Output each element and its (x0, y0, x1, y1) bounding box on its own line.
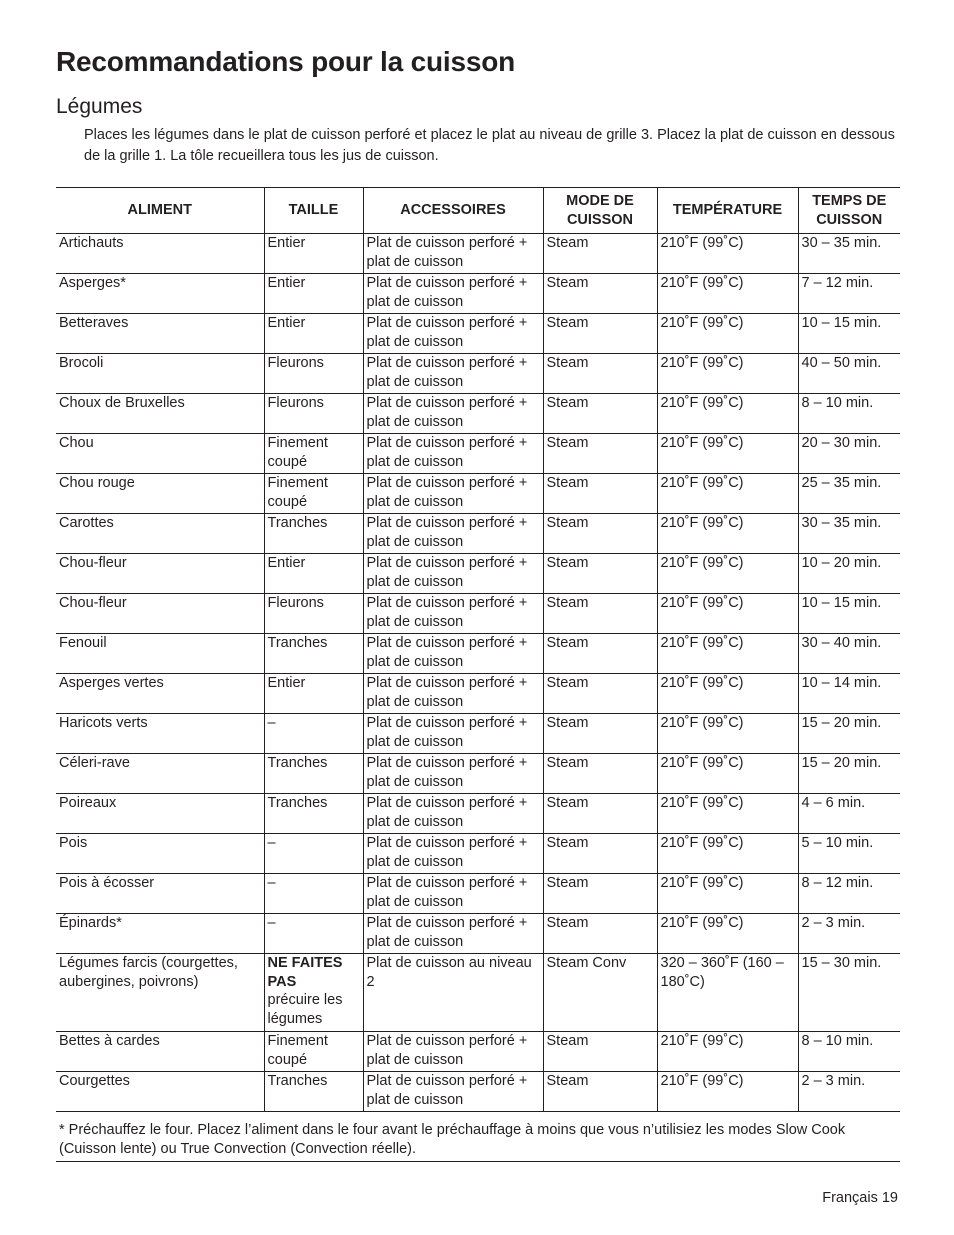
table-row (56, 874, 900, 914)
cell-accessoires: Plat de cuisson perforé + plat de cuisson (363, 674, 543, 714)
cell-temperature: 210˚F (99˚C) (657, 754, 798, 794)
cell-temperature: 210˚F (99˚C) (657, 554, 798, 594)
table-row (56, 234, 900, 274)
cell-temperature: 210˚F (99˚C) (657, 714, 798, 754)
cell-aliment: Céleri-rave (56, 754, 264, 794)
cell-temperature: 210˚F (99˚C) (657, 234, 798, 274)
cell-aliment: Courgettes (56, 1072, 264, 1112)
cell-temps: 8 – 12 min. (798, 874, 900, 914)
cell-taille (264, 954, 363, 1032)
cell-mode: Steam Conv (543, 954, 657, 1032)
table-row (56, 514, 900, 554)
table-row (56, 794, 900, 834)
cell-accessoires: Plat de cuisson perforé + plat de cuisson (363, 634, 543, 674)
cell-mode: Steam (543, 834, 657, 874)
cell-temps: 30 – 35 min. (798, 234, 900, 274)
cell-aliment: Pois à écosser (56, 874, 264, 914)
cell-temperature: 210˚F (99˚C) (657, 434, 798, 474)
cell-temperature: 210˚F (99˚C) (657, 354, 798, 394)
cell-taille: Entier (264, 274, 363, 314)
cell-temps: 2 – 3 min. (798, 914, 900, 954)
cell-temperature: 210˚F (99˚C) (657, 914, 798, 954)
cell-temps: 8 – 10 min. (798, 394, 900, 434)
header-accessoires: ACCESSOIRES (363, 188, 543, 234)
cell-mode: Steam (543, 514, 657, 554)
cell-mode: Steam (543, 474, 657, 514)
cell-mode: Steam (543, 274, 657, 314)
header-temps: TEMPS DE CUISSON (798, 188, 900, 234)
table-row (56, 754, 900, 794)
cell-taille: Tranches (264, 1072, 363, 1112)
cell-aliment: Bettes à cardes (56, 1032, 264, 1072)
cell-aliment: Chou-fleur (56, 554, 264, 594)
cell-taille: – (264, 834, 363, 874)
table-row (56, 314, 900, 354)
cell-mode: Steam (543, 394, 657, 434)
cell-temps: 25 – 35 min. (798, 474, 900, 514)
cell-temperature: 210˚F (99˚C) (657, 674, 798, 714)
cell-temperature: 320 – 360˚F (160 – 180˚C) (657, 954, 798, 1032)
table-row (56, 634, 900, 674)
cell-mode: Steam (543, 794, 657, 834)
cell-aliment: Légumes farcis (courgettes, aubergines, poivrons) (56, 954, 264, 1032)
cell-taille-warning: NE FAITES PAS (267, 955, 343, 990)
cell-aliment: Asperges* (56, 274, 264, 314)
cell-aliment: Artichauts (56, 234, 264, 274)
cell-aliment: Pois (56, 834, 264, 874)
cell-accessoires: Plat de cuisson perforé + plat de cuisson (363, 554, 543, 594)
cell-taille: Tranches (264, 754, 363, 794)
table-row (56, 714, 900, 754)
cell-mode: Steam (543, 594, 657, 634)
cell-temps: 15 – 20 min. (798, 754, 900, 794)
table-row (56, 354, 900, 394)
cell-accessoires: Plat de cuisson perforé + plat de cuisson (363, 474, 543, 514)
table-row (56, 594, 900, 634)
cell-temps: 8 – 10 min. (798, 1032, 900, 1072)
cell-taille: Tranches (264, 794, 363, 834)
cell-accessoires: Plat de cuisson perforé + plat de cuisson (363, 434, 543, 474)
cell-temps: 40 – 50 min. (798, 354, 900, 394)
cell-mode: Steam (543, 1072, 657, 1112)
table-row (56, 834, 900, 874)
cell-accessoires: Plat de cuisson perforé + plat de cuisson (363, 914, 543, 954)
cell-aliment: Fenouil (56, 634, 264, 674)
cell-accessoires: Plat de cuisson perforé + plat de cuisson (363, 234, 543, 274)
table-row (56, 914, 900, 954)
cell-temps: 20 – 30 min. (798, 434, 900, 474)
cell-temps: 10 – 15 min. (798, 314, 900, 354)
cell-temps: 10 – 20 min. (798, 554, 900, 594)
table-row (56, 474, 900, 514)
cell-taille: Tranches (264, 634, 363, 674)
table-row (56, 434, 900, 474)
cell-taille: Fleurons (264, 394, 363, 434)
cell-accessoires: Plat de cuisson perforé + plat de cuisson (363, 1072, 543, 1112)
page-title: Recommandations pour la cuisson (56, 46, 515, 77)
cell-aliment: Chou (56, 434, 264, 474)
cell-mode: Steam (543, 434, 657, 474)
cell-temperature: 210˚F (99˚C) (657, 834, 798, 874)
cell-accessoires: Plat de cuisson perforé + plat de cuisson (363, 314, 543, 354)
header-aliment: ALIMENT (56, 188, 264, 234)
cell-temperature: 210˚F (99˚C) (657, 274, 798, 314)
cell-taille: – (264, 914, 363, 954)
cell-temps: 2 – 3 min. (798, 1072, 900, 1112)
cell-accessoires: Plat de cuisson perforé + plat de cuisson (363, 714, 543, 754)
header-taille: TAILLE (264, 188, 363, 234)
cell-temperature: 210˚F (99˚C) (657, 1072, 798, 1112)
cell-taille: – (264, 874, 363, 914)
cell-taille: – (264, 714, 363, 754)
table-row (56, 394, 900, 434)
cell-accessoires: Plat de cuisson au niveau 2 (363, 954, 543, 1032)
cell-temps: 30 – 35 min. (798, 514, 900, 554)
cell-temperature: 210˚F (99˚C) (657, 794, 798, 834)
cell-aliment: Choux de Bruxelles (56, 394, 264, 434)
table-row (56, 274, 900, 314)
cell-temps: 7 – 12 min. (798, 274, 900, 314)
cell-temperature: 210˚F (99˚C) (657, 394, 798, 434)
cell-temps: 10 – 14 min. (798, 674, 900, 714)
cell-taille-text: précuire les légumes (267, 992, 343, 1027)
cell-temps: 10 – 15 min. (798, 594, 900, 634)
cell-taille: Fleurons (264, 594, 363, 634)
header-temperature: TEMPÉRATURE (657, 188, 798, 234)
cell-temperature: 210˚F (99˚C) (657, 594, 798, 634)
cell-mode: Steam (543, 714, 657, 754)
section-title: Légumes (56, 95, 143, 118)
cell-taille: Finement coupé (264, 1032, 363, 1072)
table-row (56, 1032, 900, 1072)
header-mode: MODE DE CUISSON (543, 188, 657, 234)
cell-accessoires: Plat de cuisson perforé + plat de cuisson (363, 754, 543, 794)
cell-accessoires: Plat de cuisson perforé + plat de cuisson (363, 1032, 543, 1072)
cell-accessoires: Plat de cuisson perforé + plat de cuisson (363, 514, 543, 554)
cell-aliment: Chou rouge (56, 474, 264, 514)
cell-temperature: 210˚F (99˚C) (657, 314, 798, 354)
cell-taille: Fleurons (264, 354, 363, 394)
cell-aliment: Haricots verts (56, 714, 264, 754)
page-number: Français 19 (822, 1190, 898, 1206)
cell-aliment: Chou-fleur (56, 594, 264, 634)
cell-accessoires: Plat de cuisson perforé + plat de cuisson (363, 594, 543, 634)
table-row (56, 954, 900, 1032)
cell-mode: Steam (543, 354, 657, 394)
cell-mode: Steam (543, 914, 657, 954)
cell-mode: Steam (543, 554, 657, 594)
cell-temps: 30 – 40 min. (798, 634, 900, 674)
cell-temperature: 210˚F (99˚C) (657, 874, 798, 914)
footnote: * Préchauffez le four. Placez l’aliment dans le four avant le préchauffage à moins que vous n’utilisiez les modes Slow Cook (Cuisson lente) ou True Convection (Convection réelle). (56, 1121, 900, 1162)
cell-temperature: 210˚F (99˚C) (657, 514, 798, 554)
cell-accessoires: Plat de cuisson perforé + plat de cuisson (363, 354, 543, 394)
cell-mode: Steam (543, 754, 657, 794)
cooking-table (56, 187, 900, 1112)
intro-paragraph: Places les légumes dans le plat de cuisson perforé et placez le plat au niveau de grille 3. Placez la plat de cuisson en dessous de la grille 1. La tôle recueillera tous les jus de cuisson. (84, 127, 895, 164)
cell-mode: Steam (543, 234, 657, 274)
cell-mode: Steam (543, 874, 657, 914)
cell-temperature: 210˚F (99˚C) (657, 1032, 798, 1072)
cell-temps: 5 – 10 min. (798, 834, 900, 874)
cell-taille: Finement coupé (264, 474, 363, 514)
table-row (56, 554, 900, 594)
cell-temps: 4 – 6 min. (798, 794, 900, 834)
table-row (56, 674, 900, 714)
cell-accessoires: Plat de cuisson perforé + plat de cuisson (363, 394, 543, 434)
cell-accessoires: Plat de cuisson perforé + plat de cuisson (363, 274, 543, 314)
cell-temps: 15 – 20 min. (798, 714, 900, 754)
cell-mode: Steam (543, 1032, 657, 1072)
cell-accessoires: Plat de cuisson perforé + plat de cuisson (363, 834, 543, 874)
cell-accessoires: Plat de cuisson perforé + plat de cuisson (363, 794, 543, 834)
cell-taille: Entier (264, 554, 363, 594)
table-header-row (56, 188, 900, 234)
cell-aliment: Asperges vertes (56, 674, 264, 714)
cell-mode: Steam (543, 314, 657, 354)
cell-taille: Entier (264, 674, 363, 714)
cell-temps: 15 – 30 min. (798, 954, 900, 1032)
cell-aliment: Betteraves (56, 314, 264, 354)
cell-mode: Steam (543, 634, 657, 674)
table-row (56, 1072, 900, 1112)
cell-aliment: Carottes (56, 514, 264, 554)
cell-taille: Finement coupé (264, 434, 363, 474)
cell-taille: Entier (264, 234, 363, 274)
cell-taille: Entier (264, 314, 363, 354)
cell-taille: Tranches (264, 514, 363, 554)
cell-temperature: 210˚F (99˚C) (657, 634, 798, 674)
cell-aliment: Épinards* (56, 914, 264, 954)
cell-aliment: Poireaux (56, 794, 264, 834)
cell-aliment: Brocoli (56, 354, 264, 394)
cell-mode: Steam (543, 674, 657, 714)
cell-temperature: 210˚F (99˚C) (657, 474, 798, 514)
cell-accessoires: Plat de cuisson perforé + plat de cuisson (363, 874, 543, 914)
